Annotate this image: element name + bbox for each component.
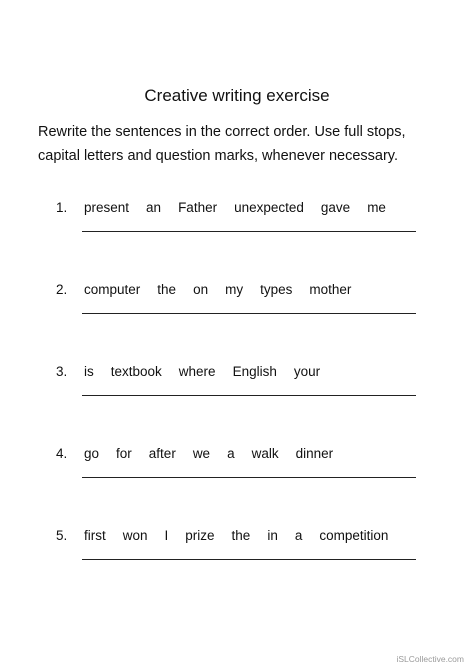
word: we	[192, 446, 211, 461]
word: your	[293, 364, 321, 379]
exercise-item	[0, 282, 474, 332]
word: the	[157, 282, 177, 297]
word: prize	[185, 528, 215, 543]
word: a	[227, 446, 235, 461]
item-number: 3.	[56, 364, 68, 379]
answer-line[interactable]	[82, 231, 416, 232]
word: go	[84, 446, 100, 461]
word: types	[260, 282, 293, 297]
instructions	[38, 120, 458, 168]
word: where	[178, 364, 216, 379]
item-number: 1.	[56, 200, 68, 215]
word: Father	[178, 200, 218, 215]
answer-line[interactable]	[82, 313, 416, 314]
page-title: Creative writing exercise	[144, 86, 330, 105]
footer-watermark: iSLCollective.com	[396, 654, 464, 664]
exercise-item	[0, 528, 474, 578]
instructions-line-2: capital letters and question marks, whenever necessary.	[38, 148, 398, 164]
word: in	[267, 528, 278, 543]
word: me	[367, 200, 386, 215]
word: gave	[320, 200, 351, 215]
word: computer	[84, 282, 141, 297]
word: present	[84, 200, 130, 215]
exercise-item	[0, 364, 474, 414]
word: is	[84, 364, 94, 379]
instructions-line-1: Rewrite the sentences in the correct order. Use full stops,	[38, 124, 406, 140]
word: first	[84, 528, 106, 543]
answer-line[interactable]	[82, 477, 416, 478]
word: unexpected	[234, 200, 304, 215]
exercise-item	[0, 446, 474, 496]
answer-line[interactable]	[82, 559, 416, 560]
word: English	[232, 364, 277, 379]
word: dinner	[295, 446, 334, 461]
scrambled-words	[84, 528, 414, 543]
answer-line[interactable]	[82, 395, 416, 396]
scrambled-words	[84, 364, 414, 379]
item-number: 2.	[56, 282, 68, 297]
word: an	[146, 200, 162, 215]
item-number: 5.	[56, 528, 68, 543]
word: my	[225, 282, 244, 297]
word: walk	[251, 446, 279, 461]
word: I	[164, 528, 169, 543]
word: for	[116, 446, 132, 461]
scrambled-words	[84, 446, 414, 461]
word: on	[193, 282, 209, 297]
item-number: 4.	[56, 446, 68, 461]
word: a	[294, 528, 303, 543]
word: competition	[319, 528, 389, 543]
word: mother	[309, 282, 352, 297]
scrambled-words	[84, 282, 414, 297]
word: the	[231, 528, 251, 543]
word: after	[148, 446, 176, 461]
word: won	[122, 528, 148, 543]
exercise-item	[0, 200, 474, 250]
word: textbook	[110, 364, 162, 379]
scrambled-words	[84, 200, 414, 215]
